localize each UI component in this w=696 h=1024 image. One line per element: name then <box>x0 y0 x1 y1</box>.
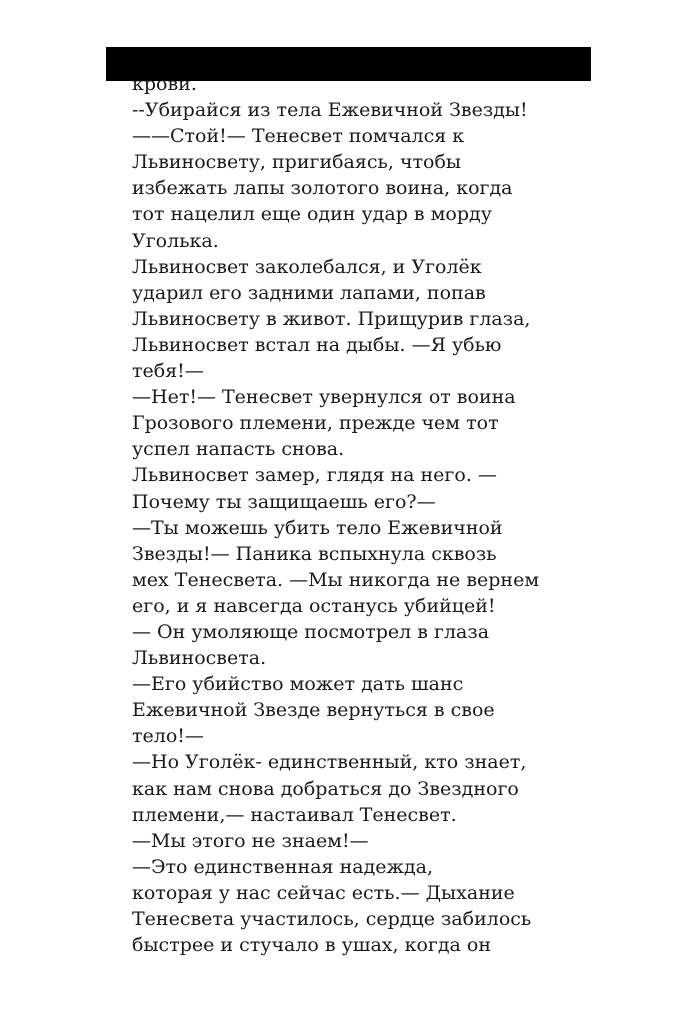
text-line: племени,— настаивал Тенесвет. <box>132 803 457 826</box>
text-line: Львиносвет встал на дыбы. —Я убью <box>132 333 502 356</box>
text-line: —Это единственная надежда, <box>132 855 434 878</box>
text-line: Грозового племени, прежде чем тот <box>132 412 499 435</box>
text-line: тело!— <box>132 725 204 748</box>
text-line: —Его убийство может дать шанс <box>132 673 464 696</box>
text-line: Тенесвета участилось, сердце забилось <box>132 908 532 930</box>
text-line: —Ты можешь убить тело Ежевичной <box>132 516 503 539</box>
page-text <box>132 71 652 958</box>
text-line: —Мы этого не знаем!— <box>132 829 369 852</box>
text-line: мех Тенесвета. —Мы никогда не вернем <box>132 568 540 591</box>
text-line: ударил его задними лапами, попав <box>132 281 486 304</box>
text-line: --Убирайся из тела Ежевичной Звезды! <box>132 99 528 122</box>
text-line: —Но Уголёк- единственный, кто знает, <box>132 751 527 774</box>
text-line: быстрее и стучало в ушах, когда он <box>132 934 492 957</box>
text-line: Львиносвету в живот. Прищурив глаза, <box>132 307 531 330</box>
text-line: Почему ты защищаешь его?— <box>132 490 436 513</box>
text-line: успел напасть снова. <box>132 438 345 461</box>
text-line: как нам снова добраться до Звездного <box>132 777 519 800</box>
text-line: которая у нас сейчас есть.— Дыхание <box>132 881 515 904</box>
text-line: Ежевичной Звезде вернуться в свое <box>132 699 495 722</box>
text-line: крови. <box>132 73 197 95</box>
text-line: —Нет!— Тенесвет увернулся от воина <box>132 386 516 409</box>
text-line: Уголька. <box>132 229 219 252</box>
text-line: Львиносвет замер, глядя на него. — <box>132 464 497 487</box>
text-line: Львиносвету, пригибаясь, чтобы <box>132 151 462 174</box>
text-line: тот нацелил еще один удар в морду <box>132 203 492 226</box>
text-line: тебя!— <box>132 360 204 383</box>
text-line: Львиносвет заколебался, и Уголёк <box>132 255 482 278</box>
text-line: Львиносвета. <box>132 647 267 670</box>
text-line: Звезды!— Паника вспыхнула сквозь <box>132 542 497 565</box>
text-line: — Он умоляюще посмотрел в глаза <box>132 620 490 643</box>
text-line: его, и я навсегда останусь убийцей! <box>132 594 496 617</box>
text-line: ——Стой!— Тенесвет помчался к <box>132 125 465 148</box>
text-line: избежать лапы золотого воина, когда <box>132 177 513 200</box>
